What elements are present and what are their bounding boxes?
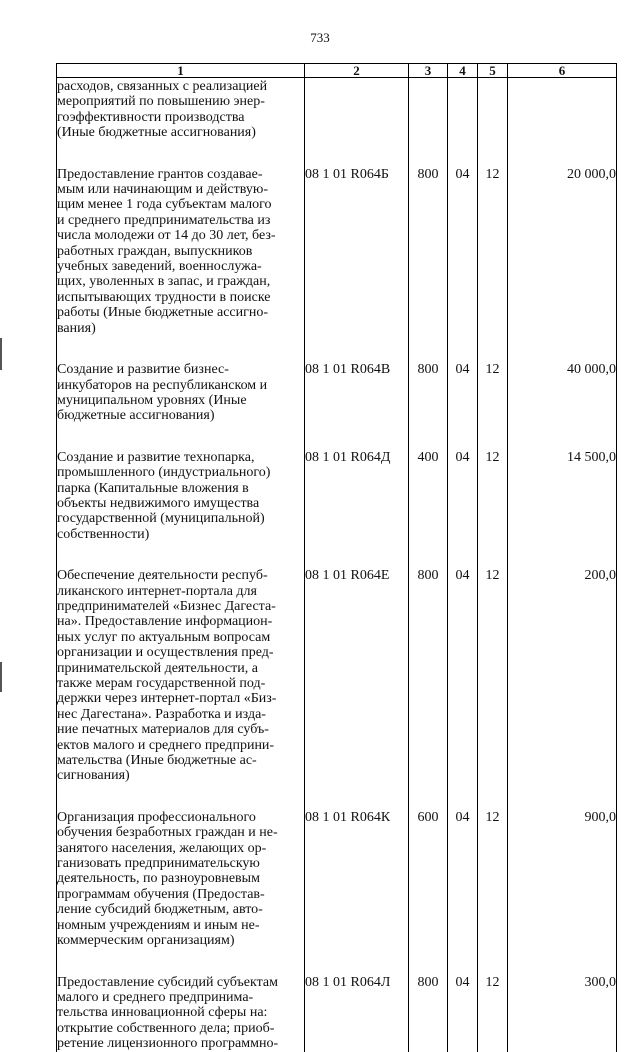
column-header-3: 3 (409, 64, 448, 78)
row-description: Обеспечение деятельности респуб- ликанского интернет-портала для предпринимателей «Бизнес Дагеста- на». Предоставление информацион- ных услуг по актуальным вопросам организации и осуществления пред- принимательской деятельности, а также мерам государственной под- держки через интернет-портал «Биз- нес Дагестана». Разработка и изда- ние печатных материалов для субъ- ектов малого и среднего предприни- мательства (Иные бюджетные ас- сигнования) (57, 568, 305, 784)
row-description: расходов, связанных с реализацией мероприятий по повышению энер- гоэффективности производства (Иные бюджетные ассигнования) (57, 78, 305, 141)
row-vr: 800 (409, 975, 448, 1052)
table-row (57, 450, 617, 542)
row-description: Предоставление субсидий субъектам малого и среднего предпринима- тельства инновационной сферы на: открытие собственного дела; приоб- ретение лицензионного программно- (57, 975, 305, 1052)
row-description: Создание и развитие бизнес- инкубаторов на республиканском и муниципальном уровнях (Иные бюджетные ассигнования) (57, 362, 305, 424)
row-vr (409, 78, 448, 141)
row-pr: 12 (478, 362, 508, 424)
column-header-2: 2 (305, 64, 409, 78)
row-code: 08 1 01 R064Б (305, 167, 409, 336)
row-code: 08 1 01 R064К (305, 810, 409, 949)
row-amount: 14 500,0 (508, 450, 617, 542)
row-pr: 12 (478, 568, 508, 784)
row-spacer (57, 949, 617, 975)
row-code: 08 1 01 R064Е (305, 568, 409, 784)
row-amount: 40 000,0 (508, 362, 617, 424)
row-pr: 12 (478, 810, 508, 949)
row-description: Предоставление грантов создавае- мым или начинающим и действую- щим менее 1 года субъектам малого и среднего предпринимательства из числа молодежи от 14 до 30 лет, без- работных граждан, выпускников учебных заведений, военнослужа- щих, уволенных в запас, и граждан, испытывающих трудности в поиске работы (Иные бюджетные ассигно- вания) (57, 167, 305, 336)
table-header (57, 64, 617, 78)
row-spacer (57, 542, 617, 568)
table-row (57, 810, 617, 949)
row-description: Организация профессионального обучения безработных граждан и не- занятого населения, желающих ор- ганизовать предпринимательскую деятельность, по разноуровневым программам обучения (Предостав- ление субсидий бюджетным, авто- номным учреждениям и иным не- коммерческим организациям) (57, 810, 305, 949)
row-code: 08 1 01 R064В (305, 362, 409, 424)
row-pr: 12 (478, 975, 508, 1052)
row-code (305, 78, 409, 141)
budget-table (56, 63, 617, 1052)
header-row (57, 64, 617, 78)
table-row (57, 167, 617, 336)
row-rz (448, 78, 478, 141)
row-rz: 04 (448, 975, 478, 1052)
row-spacer (57, 141, 617, 167)
row-amount: 200,0 (508, 568, 617, 784)
column-header-4: 4 (448, 64, 478, 78)
row-amount: 900,0 (508, 810, 617, 949)
row-code: 08 1 01 R064Л (305, 975, 409, 1052)
row-vr: 800 (409, 362, 448, 424)
table-row (57, 975, 617, 1052)
page-number: 733 (310, 30, 330, 45)
column-header-6: 6 (508, 64, 617, 78)
scan-edge-mark (0, 338, 2, 370)
row-vr: 800 (409, 167, 448, 336)
row-rz: 04 (448, 810, 478, 949)
row-spacer (57, 336, 617, 362)
column-header-1: 1 (57, 64, 305, 78)
row-description: Создание и развитие технопарка, промышленного (индустриального) парка (Капитальные вложения в объекты недвижимого имущества государственной (муниципальной) собственности) (57, 450, 305, 542)
row-rz: 04 (448, 450, 478, 542)
row-amount (508, 78, 617, 141)
row-spacer (57, 424, 617, 450)
row-vr: 600 (409, 810, 448, 949)
table-row (57, 362, 617, 424)
row-rz: 04 (448, 167, 478, 336)
row-vr: 400 (409, 450, 448, 542)
scan-edge-mark (0, 662, 2, 692)
column-header-5: 5 (478, 64, 508, 78)
row-amount: 20 000,0 (508, 167, 617, 336)
row-code: 08 1 01 R064Д (305, 450, 409, 542)
row-pr: 12 (478, 167, 508, 336)
row-rz: 04 (448, 362, 478, 424)
row-vr: 800 (409, 568, 448, 784)
table-body (57, 78, 617, 1052)
row-pr (478, 78, 508, 141)
row-amount: 300,0 (508, 975, 617, 1052)
table-row (57, 568, 617, 784)
table-row (57, 78, 617, 141)
row-rz: 04 (448, 568, 478, 784)
row-spacer (57, 784, 617, 810)
row-pr: 12 (478, 450, 508, 542)
